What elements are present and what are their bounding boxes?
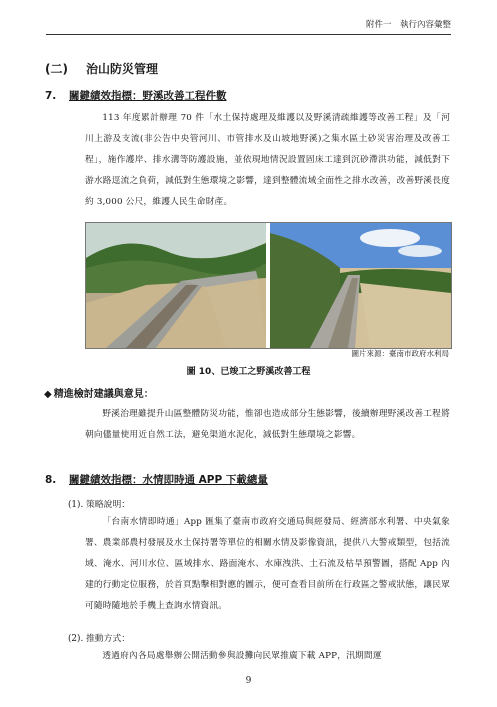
photo-credit: 圖片來源：臺南市政府水利局	[351, 349, 449, 358]
photo-right-image	[270, 223, 451, 348]
photo-left	[86, 223, 266, 348]
item-1-paragraph	[85, 512, 450, 617]
section-title	[45, 60, 176, 77]
diamond-bullet-icon: ◆	[44, 389, 52, 400]
review-title: 精進檢討建議與意見：	[53, 389, 154, 400]
kpi-7-heading	[45, 88, 227, 103]
photo-left-image	[86, 223, 266, 348]
page-number: 9	[245, 676, 252, 686]
kpi-7-paragraph	[85, 108, 450, 213]
kpi-7-number: 7.	[45, 90, 57, 102]
kpi-8-title: 關鍵績效指標：水情即時通 APP 下載總量	[69, 474, 268, 486]
page-header: 附件一 執行內容彙整	[46, 18, 451, 35]
item-2-paragraph-text: 透過府內各局處舉辦公開活動參與設攤向民眾推廣下載 APP，汛期間運	[102, 651, 382, 661]
section-number: (二)	[45, 62, 68, 76]
item-2-label: (2). 推動方式：	[68, 634, 131, 644]
item-2-paragraph	[85, 646, 450, 667]
item-1-label: (1). 策略說明：	[68, 500, 131, 510]
review-heading	[44, 385, 154, 400]
kpi-8-heading	[45, 472, 268, 487]
photo-right	[270, 223, 451, 348]
review-paragraph	[85, 404, 450, 446]
kpi-8-number: 8.	[45, 474, 57, 486]
photo-row	[85, 222, 452, 349]
kpi-7-paragraph-text: 113 年度累計辦理 70 件「水土保持處理及維護以及野溪清疏維護等改善工程」及「河川上游及支流(非公告中央管河川、市管排水及山坡地野溪)之集水區土砂災害治理及改善工程」，施作護岸、排水溝等防護設施，並依現地情況設置固床工達到沉砂滯洪功能，減低對下游水路逕流之負荷，減低對生態環境之影響，達到整體流域全面性之排水改善，改善野溪長度約 3,000 公尺，維護人民生命財產。	[85, 113, 450, 207]
section-title-text: 治山防災管理	[85, 62, 158, 76]
figure-caption: 圖 10、已竣工之野溪改善工程	[186, 367, 311, 377]
item-1-paragraph-text: 「台南水情即時通」App 匯集了臺南市政府交通局與經發局、經濟部水利署、中央氣象署、農業部農村發展及水土保持署等單位的相關水情及影像資訊，提供八大警戒類型，包括流域、淹水、河川水位、區域排水、路面淹水、水庫洩洪、土石流及枯旱預警圖，搭配 App 內建的行動定位服務，於首頁點擊相對應的圖示，便可查看目前所在行政區之警戒狀態，讓民眾可隨時隨地於手機上查詢水情資訊。	[85, 517, 450, 611]
review-paragraph-text: 野溪治理雖提升山區整體防災功能，惟卻也造成部分生態影響，後續辦理野溪改善工程將朝向儘量使用近自然工法，避免渠道水泥化，減低對生態環境之影響。	[85, 409, 450, 440]
kpi-7-title: 關鍵績效指標：野溪改善工程件數	[69, 90, 227, 102]
